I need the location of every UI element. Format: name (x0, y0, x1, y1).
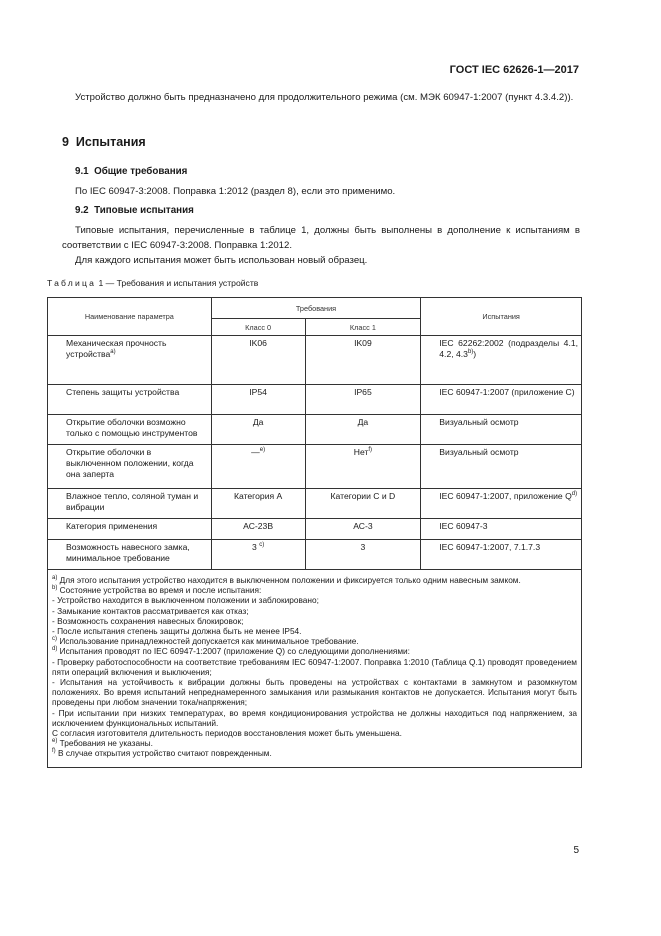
note-a: $^{a)}$ Для этого испытания устройство находится в выключенном положении и фиксируется только одним навесным замком. (52, 575, 521, 585)
note-b3: - Возможность сохранения навесных блокировок; (52, 615, 244, 626)
table-row: Возможность навесного замка, минимальное требование 3 $^{c)}$ 3 IEC 60947-1:2007, 7.1.7.3 (48, 540, 582, 570)
intro-paragraph: Устройство должно быть предназначено для продолжительного режима (см. МЭК 60947-1:2007 (пункт 4.3.4.2)). (75, 92, 574, 103)
note-d3: - При испытании при низких температурах, во время кондиционирования устройства не должны находиться под напряжением, за исключением функциональных испытаний. (52, 707, 577, 728)
note-d: $^{d)}$ Испытания проводят по IEC 60947-1:2007 (приложение Q) со следующими дополнениями: (52, 646, 410, 657)
table-caption: Таблица 1 — Требования и испытания устройств (47, 278, 259, 288)
note-c: $^{c)}$ Использование принадлежностей допускается как минимальное требование. (52, 636, 359, 647)
section-9-2-text2: Для каждого испытания может быть использован новый образец. (75, 255, 368, 266)
header-requirements: Требования (211, 298, 421, 319)
table-notes (48, 570, 582, 768)
header-class1: Класс 1 (305, 319, 421, 336)
table-row: Механическая прочность устройства$^{a)}$ IK06 IK09 IEC 62262:2002 (подразделы 4.1, 4.2, 4.3$^{b)}$) (48, 336, 582, 385)
note-b2: - Замыкание контактов рассматривается как отказ; (52, 605, 249, 616)
table-row: Категория применения АС-23В АС-3 IEC 60947-3 (48, 519, 582, 540)
note-d4: С согласия изготовителя длительность периодов восстановления может быть уменьшена. (52, 728, 402, 739)
section-9-2-heading: 9.2 Типовые испытания (75, 205, 194, 216)
document-header: ГОСТ IEC 62626-1—2017 (449, 64, 579, 76)
table-row: Степень защиты устройства IP54 IP65 IEC 60947-1:2007 (приложение С) (48, 385, 582, 415)
header-tests: Испытания (421, 298, 582, 336)
note-d1: - Проверку работоспособности на соответствие требованиям IEC 60947-1:2007. Поправка 1:2010 (Таблица Q.1) проводят проведением пяти операций включения и выключения; (52, 656, 577, 677)
note-b1: - Устройство находится в выключенном положении и заблокировано; (52, 595, 319, 606)
note-f: $^{f)}$ В случае открытия устройство считают поврежденным. (52, 748, 272, 759)
header-class0: Класс 0 (211, 319, 305, 336)
section-9-2-text1: Типовые испытания, перечисленные в таблице 1, должны быть выполнены в дополнение к испытаниям в соответствии с IEC 60947-3:2008. Поправка 1:2012. (62, 225, 580, 251)
header-param: Наименование параметра (48, 298, 212, 336)
note-b: $^{b)}$ Состояние устройства во время и после испытания: (52, 585, 262, 596)
table-row: Открытие оболочки возможно только с помощью инструментов Да Да Визуальный осмотр (48, 415, 582, 445)
note-e: $^{e)}$ Требования не указаны. (52, 738, 153, 749)
section-9-1-text: По IEC 60947-3:2008. Поправка 1:2012 (раздел 8), если это применимо. (75, 186, 396, 197)
note-b4: - После испытания степень защиты должна быть не менее IP54. (52, 626, 302, 637)
requirements-table (47, 297, 582, 768)
note-d2: - Испытания на устойчивость к вибрации должны быть проведены на устройствах с контактами в замкнутом и разомкнутом положениях. Во время испытаний непреднамеренного замыкания или размыкания контактов не допускается. Испытания могут быть проведены при любом значении тока/напряжения; (52, 677, 577, 708)
section-9-1-heading: 9.1 Общие требования (75, 166, 188, 177)
table-row: Влажное тепло, соляной туман и вибрации Категория А Категории С и D IEC 60947-1:2007, приложение $Q^{d)}$ (48, 489, 582, 519)
page-number: 5 (573, 845, 579, 856)
table-row: Открытие оболочки в выключенном положении, когда она заперта —$^{e)}$ Нет$^{f)}$ Визуальный осмотр (48, 445, 582, 489)
section-9-heading: 9 Испытания (62, 135, 146, 149)
